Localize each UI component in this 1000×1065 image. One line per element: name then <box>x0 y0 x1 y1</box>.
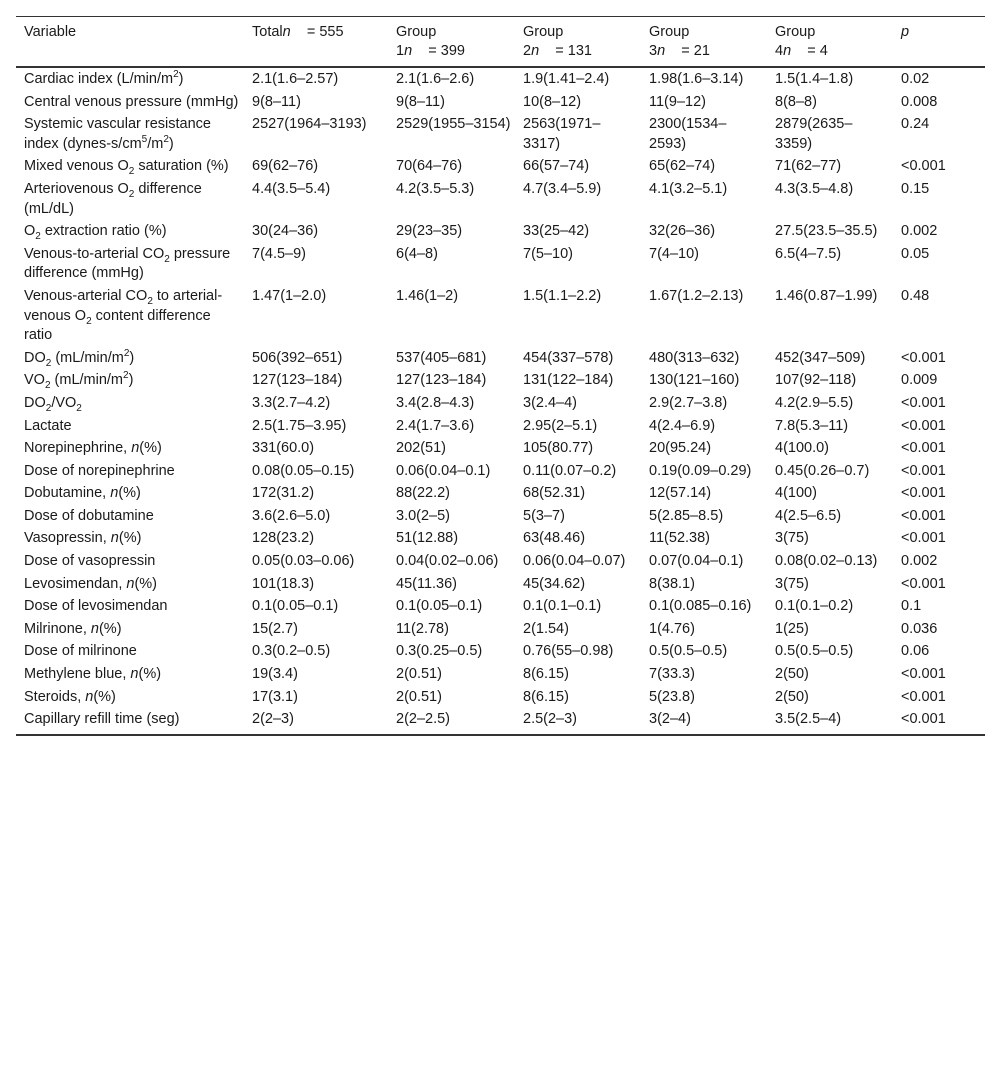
total-cell: 2(2–3) <box>244 709 388 735</box>
variable-cell: Methylene blue, n(%) <box>24 666 162 683</box>
group-2-cell: 4.7(3.4–5.9) <box>523 180 602 197</box>
total-cell: 7(4.5–9) <box>252 245 307 262</box>
p-value-cell: 0.24 <box>901 116 930 133</box>
group-1-cell: 9(8–11) <box>396 93 445 110</box>
group-3-cell: 1.67(1.2–2.13) <box>649 287 744 304</box>
group-1-cell: 2.4(1.7–3.6) <box>396 417 475 434</box>
variable-cell: Dose of levosimendan <box>24 598 168 615</box>
variable-cell: Steroids, n(%) <box>24 688 116 705</box>
group-3-cell: 5(2.85–8.5) <box>649 507 724 524</box>
p-value-cell: 0.1 <box>901 598 922 615</box>
variable-cell: Capillary refill time (seg) <box>16 709 244 735</box>
group-3-cell: 1.98(1.6–3.14) <box>649 71 744 87</box>
table-row <box>16 243 985 285</box>
group-4-cell: 4(2.5–6.5) <box>775 507 842 524</box>
group-3-cell: 3(2–4) <box>641 709 767 735</box>
p-value-cell: <0.001 <box>901 688 946 705</box>
table-row <box>16 551 985 574</box>
p-value-cell: 0.06 <box>901 643 930 660</box>
table-row <box>16 596 985 619</box>
p-value-cell: <0.001 <box>901 575 946 592</box>
header-group-1: Group 1n = 399 <box>388 17 515 68</box>
group-2-cell: 1.9(1.41–2.4) <box>523 71 610 87</box>
p-value-cell: 0.002 <box>901 553 938 570</box>
group-2-cell: 2.95(2–5.1) <box>523 417 598 434</box>
group-1-cell: 1.46(1–2) <box>396 287 459 304</box>
table-row <box>16 67 985 91</box>
group-1-cell: 202(51) <box>396 440 446 457</box>
group-1-cell: 3.0(2–5) <box>396 507 451 524</box>
group-4-cell: 2(50) <box>775 688 809 705</box>
group-1-cell: 2(0.51) <box>396 666 442 683</box>
variable-cell: Cardiac index $(L/\min/m^2)$ <box>24 69 184 87</box>
p-value-cell: <0.001 <box>901 158 946 175</box>
group-4-cell: 7.8(5.3–11) <box>775 417 849 434</box>
table-row <box>16 483 985 506</box>
total-cell: 506(392–651) <box>252 349 343 366</box>
total-cell: 0.08(0.05–0.15) <box>252 462 355 479</box>
group-4-cell: 27.5(23.5–35.5) <box>775 223 878 240</box>
group-3-cell: 0.1(0.085–0.16) <box>649 598 752 615</box>
p-value-cell: 0.05 <box>901 245 930 262</box>
total-cell: 1.47(1–2.0) <box>252 287 327 304</box>
variable-cell: Norepinephrine, n(%) <box>24 440 162 457</box>
group-2-cell: 105(80.77) <box>523 440 594 457</box>
group-2-cell: 2.5(2–3) <box>515 709 641 735</box>
group-1-cell: 0.04(0.02–0.06) <box>396 553 499 570</box>
group-2-cell: 2(1.54) <box>523 620 569 637</box>
p-value-cell: 0.036 <box>901 620 938 637</box>
p-value-cell: 0.009 <box>901 372 938 389</box>
total-cell: 69(62–76) <box>252 158 319 175</box>
group-1-cell: 88(22.2) <box>396 485 451 502</box>
group-1-cell: 0.06(0.04–0.1) <box>396 462 491 479</box>
group-1-cell: 0.1(0.05–0.1) <box>396 598 483 615</box>
table-row <box>16 686 985 709</box>
total-cell: 4.4(3.5–5.4) <box>252 180 331 197</box>
group-3-cell: 4(2.4–6.9) <box>649 417 716 434</box>
group-2-cell: 0.11(0.07–0.2) <box>523 462 617 479</box>
group-4-cell: 4(100.0) <box>775 440 830 457</box>
table-row <box>16 528 985 551</box>
total-cell: 128(23.2) <box>252 530 315 547</box>
group-4-cell: 1.5(1.4–1.8) <box>775 71 854 87</box>
group-2-cell: 8(6.15) <box>523 688 569 705</box>
variable-cell: $DO_2/VO_2$ <box>24 394 82 414</box>
table-row <box>16 641 985 664</box>
variable-cell: Central venous pressure (mmHg) <box>24 93 239 110</box>
group-2-cell: 63(48.46) <box>523 530 586 547</box>
group-2-cell: 2563(1971–3317) <box>523 116 601 152</box>
group-2-cell: 5(3–7) <box>523 507 565 524</box>
total-cell: 3.3(2.7–4.2) <box>252 394 331 411</box>
group-4-cell: 107(92–118) <box>775 372 857 389</box>
group-1-cell: 70(64–76) <box>396 158 463 175</box>
p-value-cell: <0.001 <box>901 440 946 457</box>
variable-cell: Dose of norepinephrine <box>24 462 175 479</box>
table-row <box>16 370 985 393</box>
group-4-cell: 1.46(0.87–1.99) <box>775 287 878 304</box>
header-group-3: Group 3n = 21 <box>641 17 767 68</box>
total-cell: 19(3.4) <box>252 666 298 683</box>
table-header <box>16 17 985 68</box>
variable-cell: Venous-arterial $CO_2$ to arterial-venous $O_2$ content difference ratio <box>24 287 223 344</box>
total-cell: 9(8–11) <box>252 93 301 110</box>
variable-cell: Venous-to-arterial $CO_2$ pressure difference (mmHg) <box>24 245 231 282</box>
total-cell: 17(3.1) <box>252 688 298 705</box>
p-value-cell: <0.001 <box>901 666 946 683</box>
variable-cell: Milrinone, n(%) <box>24 620 122 637</box>
group-3-cell: 2300(1534–2593) <box>649 116 727 152</box>
table-row <box>16 460 985 483</box>
header-p-value: p <box>893 17 985 68</box>
group-1-cell: 29(23–35) <box>396 223 463 240</box>
group-2-cell: 0.76(55–0.98) <box>523 643 614 660</box>
total-cell: 2527(1964–3193) <box>252 116 367 133</box>
table-row <box>16 415 985 438</box>
total-cell: 0.3(0.2–0.5) <box>252 643 331 660</box>
group-2-cell: 7(5–10) <box>523 245 573 262</box>
table-row <box>16 664 985 687</box>
group-3-cell: 5(23.8) <box>649 688 695 705</box>
p-value-cell: 0.15 <box>901 180 930 197</box>
group-3-cell: 12(57.14) <box>649 485 712 502</box>
p-value-cell: <0.001 <box>901 507 946 524</box>
group-3-cell: 130(121–160) <box>649 372 740 389</box>
group-4-cell: 2879(2635–3359) <box>775 116 853 152</box>
group-2-cell: 45(34.62) <box>523 575 586 592</box>
table-row <box>16 573 985 596</box>
p-value-cell: 0.48 <box>901 287 930 304</box>
group-1-cell: 45(11.36) <box>396 575 457 592</box>
group-1-cell: 0.3(0.25–0.5) <box>396 643 483 660</box>
variable-cell: Dose of dobutamine <box>24 507 154 524</box>
header-variable: Variable <box>16 17 244 68</box>
group-4-cell: 6.5(4–7.5) <box>775 245 842 262</box>
header-group-2: Group 2n = 131 <box>515 17 641 68</box>
table-container <box>16 16 985 736</box>
group-4-cell: 8(8–8) <box>775 93 817 110</box>
total-cell: 127(123–184) <box>252 372 343 389</box>
total-cell: 2.5(1.75–3.95) <box>252 417 347 434</box>
group-3-cell: 1(4.76) <box>649 620 695 637</box>
table-row <box>16 618 985 641</box>
variable-cell: Lactate <box>24 417 72 434</box>
header-group-4: Group 4n = 4 <box>767 17 893 68</box>
table-row <box>16 156 985 179</box>
group-3-cell: 0.07(0.04–0.1) <box>649 553 744 570</box>
group-1-cell: 2.1(1.6–2.6) <box>396 71 475 87</box>
p-value-cell: <0.001 <box>901 394 946 411</box>
group-3-cell: 32(26–36) <box>649 223 716 240</box>
group-2-cell: 10(8–12) <box>523 93 582 110</box>
table-row <box>16 392 985 415</box>
group-3-cell: 4.1(3.2–5.1) <box>649 180 728 197</box>
group-4-cell: 0.45(0.26–0.7) <box>775 462 870 479</box>
table-row <box>16 114 985 156</box>
p-value-cell: <0.001 <box>901 530 946 547</box>
variable-cell: $DO_2$ $(mL/\min/m^2)$ <box>24 347 135 369</box>
total-cell: 0.1(0.05–0.1) <box>252 598 339 615</box>
total-cell: 30(24–36) <box>252 223 319 240</box>
group-4-cell: 4.3(3.5–4.8) <box>775 180 854 197</box>
group-1-cell: 2529(1955–3154) <box>396 116 511 133</box>
group-2-cell: 0.06(0.04–0.07) <box>523 553 626 570</box>
table-row <box>16 178 985 220</box>
total-cell: 331(60.0) <box>252 440 315 457</box>
p-value-cell: <0.001 <box>893 709 985 735</box>
group-4-cell: 4(100) <box>775 485 817 502</box>
table-row <box>16 347 985 370</box>
group-1-cell: 2(0.51) <box>396 688 442 705</box>
table-row <box>16 221 985 244</box>
p-value-cell: 0.002 <box>901 223 938 240</box>
variable-cell: Arteriovenous $O_2$ difference (mL/dL) <box>24 180 202 217</box>
group-3-cell: 11(9–12) <box>649 93 706 110</box>
group-3-cell: 2.9(2.7–3.8) <box>649 394 728 411</box>
p-value-cell: 0.02 <box>901 71 930 87</box>
variable-cell: $VO_2$ $(mL/\min/m^2)$ <box>24 370 134 392</box>
table-row <box>16 505 985 528</box>
group-4-cell: 0.1(0.1–0.2) <box>775 598 854 615</box>
variable-cell: Dose of milrinone <box>24 643 137 660</box>
p-value-cell: 0.008 <box>901 93 938 110</box>
group-2-cell: 0.1(0.1–0.1) <box>523 598 602 615</box>
variable-cell: Dose of vasopressin <box>24 553 156 570</box>
table-row <box>16 709 985 735</box>
group-3-cell: 7(33.3) <box>649 666 695 683</box>
group-1-cell: 537(405–681) <box>396 349 487 366</box>
p-value-cell: <0.001 <box>901 485 946 502</box>
table-body <box>16 67 985 735</box>
group-4-cell: 3.5(2.5–4) <box>767 709 893 735</box>
group-2-cell: 131(122–184) <box>523 372 614 389</box>
group-2-cell: 68(52.31) <box>523 485 586 502</box>
group-3-cell: 65(62–74) <box>649 158 716 175</box>
table-row <box>16 438 985 461</box>
group-4-cell: 3(75) <box>775 575 809 592</box>
variable-cell: $O_2$ extraction ratio (%) <box>24 223 167 243</box>
p-value-cell: <0.001 <box>901 417 946 434</box>
total-cell: 15(2.7) <box>252 620 298 637</box>
group-2-cell: 8(6.15) <box>523 666 569 683</box>
group-4-cell: 452(347–509) <box>775 349 866 366</box>
group-3-cell: 11(52.38) <box>649 530 710 547</box>
group-4-cell: 71(62–77) <box>775 158 842 175</box>
group-4-cell: 4.2(2.9–5.5) <box>775 394 854 411</box>
group-3-cell: 0.5(0.5–0.5) <box>649 643 728 660</box>
group-3-cell: 8(38.1) <box>649 575 695 592</box>
group-1-cell: 11(2.78) <box>396 620 449 637</box>
group-4-cell: 0.5(0.5–0.5) <box>775 643 854 660</box>
variable-cell: Dobutamine, n(%) <box>24 485 141 502</box>
p-value-cell: <0.001 <box>901 349 946 366</box>
p-value-cell: <0.001 <box>901 462 946 479</box>
group-4-cell: 0.08(0.02–0.13) <box>775 553 878 570</box>
total-cell: 0.05(0.03–0.06) <box>252 553 355 570</box>
table-row <box>16 285 985 347</box>
group-3-cell: 0.19(0.09–0.29) <box>649 462 752 479</box>
total-cell: 2.1(1.6–2.57) <box>252 71 339 87</box>
group-1-cell: 4.2(3.5–5.3) <box>396 180 475 197</box>
group-4-cell: 2(50) <box>775 666 809 683</box>
total-cell: 3.6(2.6–5.0) <box>252 507 331 524</box>
group-4-cell: 1(25) <box>775 620 809 637</box>
header-total: Totaln = 555 <box>244 17 388 68</box>
group-2-cell: 33(25–42) <box>523 223 590 240</box>
table-row <box>16 91 985 114</box>
variable-cell: Levosimendan, n(%) <box>24 575 158 592</box>
variable-cell: Systemic vascular resistance index $(dynes-s/cm^5/m^2)$ <box>24 116 211 152</box>
variable-cell: Mixed venous $O_2$ saturation (%) <box>24 158 229 178</box>
group-2-cell: 66(57–74) <box>523 158 590 175</box>
group-2-cell: 3(2.4–4) <box>523 394 578 411</box>
group-1-cell: 51(12.88) <box>396 530 459 547</box>
results-table <box>16 16 985 736</box>
group-3-cell: 480(313–632) <box>649 349 740 366</box>
group-3-cell: 7(4–10) <box>649 245 699 262</box>
group-1-cell: 2(2–2.5) <box>388 709 515 735</box>
group-2-cell: 1.5(1.1–2.2) <box>523 287 602 304</box>
group-1-cell: 3.4(2.8–4.3) <box>396 394 475 411</box>
group-1-cell: 6(4–8) <box>396 245 438 262</box>
group-4-cell: 3(75) <box>775 530 809 547</box>
total-cell: 172(31.2) <box>252 485 315 502</box>
variable-cell: Vasopressin, n(%) <box>24 530 142 547</box>
group-1-cell: 127(123–184) <box>396 372 487 389</box>
group-2-cell: 454(337–578) <box>523 349 614 366</box>
total-cell: 101(18.3) <box>252 575 315 592</box>
group-3-cell: 20(95.24) <box>649 440 712 457</box>
